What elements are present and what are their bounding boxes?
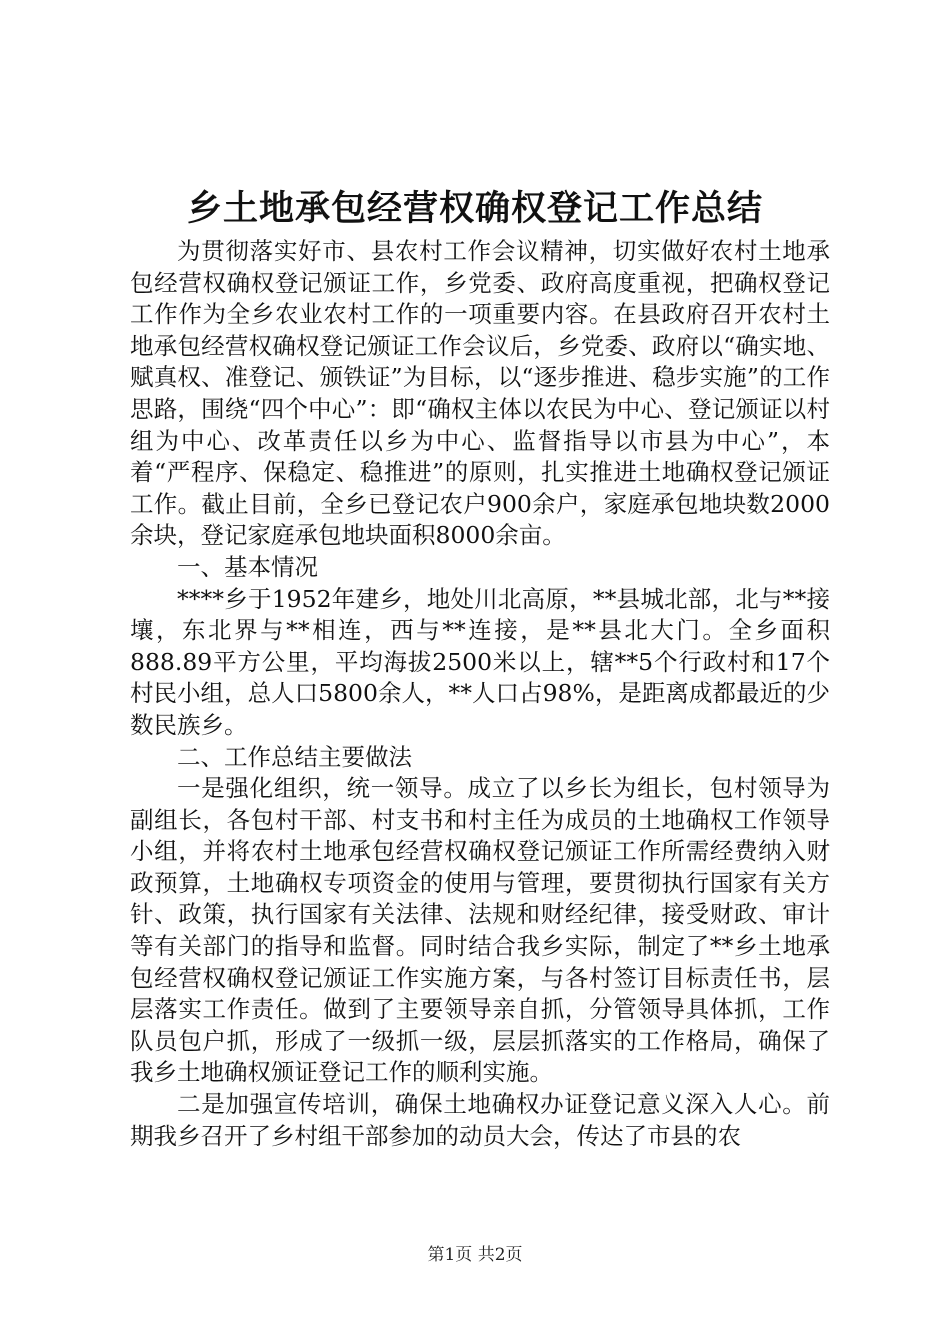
paragraph-practice-one: 一是强化组织，统一领导。成立了以乡长为组长，包村领导为副组长，各包村干部、村支书和村主任为成员的土地确权工作领导小组，并将农村土地承包经营权确权登记颁证工作所需经费纳入财政预算，土地确权专项资金的使用与管理，要贯彻执行国家有关方针、政策，执行国家有关法律、法规和财经纪律，接受财政、审计等有关部门的指导和监督。同时结合我乡实际，制定了**乡土地承包经营权确权登记颁证工作实施方案，与各村签订目标责任书，层层落实工作责任。做到了主要领导亲自抓，分管领导具体抓，工作队员包户抓，形成了一级抓一级，层层抓落实的工作格局，确保了我乡土地确权颁证登记工作的顺利实施。 <box>130 774 830 1087</box>
document-body <box>130 236 830 1152</box>
section-heading-main-practices: 二、工作总结主要做法 <box>177 742 412 771</box>
paragraph-practice-two: 二是加强宣传培训，确保土地确权办证登记意义深入人心。前期我乡召开了乡村组干部参加的动员大会，传达了市县的农 <box>130 1090 830 1150</box>
page-number-footer: 第1页 共2页 <box>427 1245 523 1265</box>
paragraph-intro: 为贯彻落实好市、县农村工作会议精神，切实做好农村土地承包经营权确权登记颁证工作，乡党委、政府高度重视，把确权登记工作作为全乡农业农村工作的一项重要内容。在县政府召开农村土地承包经营权确权登记颁证工作会议后，乡党委、政府以“确实地、赋真权、准登记、颁铁证”为目标，以“逐步推进、稳步实施”的工作思路，围绕“四个中心”：即“确权主体以农民为中心、登记颁证以村组为中心、改革责任以乡为中心、监督指导以市县为中心”，本着“严程序、保稳定、稳推进”的原则，扎实推进土地确权登记颁证工作。截止目前，全乡已登记农户900余户，家庭承包地块数2000余块，登记家庭承包地块面积8000余亩。 <box>130 237 830 550</box>
paragraph-basic-situation: ****乡于1952年建乡，地处川北高原，**县城北部，北与**接壤，东北界与**相连，西与**连接，是**县北大门。全乡面积888.89平方公里，平均海拔2500米以上，辖**5个行政村和17个村民小组，总人口5800余人，**人口占98%，是距离成都最近的少数民族乡。 <box>130 584 830 739</box>
document-title: 乡土地承包经营权确权登记工作总结 <box>186 188 763 229</box>
section-heading-basic-situation: 一、基本情况 <box>177 552 318 581</box>
